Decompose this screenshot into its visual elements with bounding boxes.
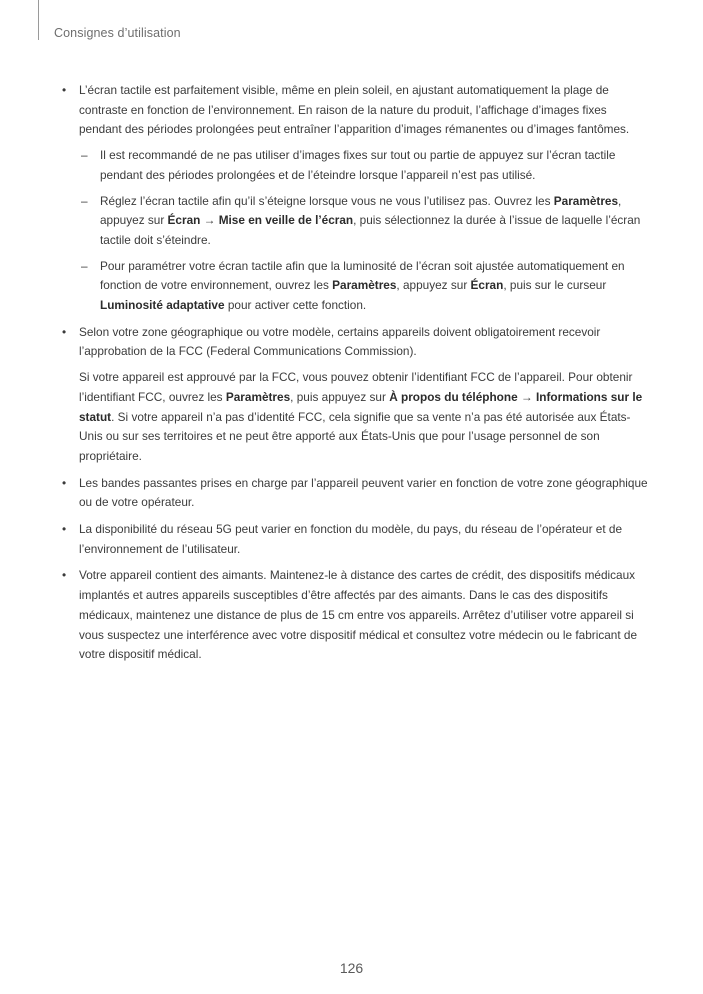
screen-timeout-menu-label: Mise en veille de l’écran [218, 213, 354, 228]
sub-item-avoid-fixed-images [79, 146, 652, 185]
sub-item-text: Il est recommandé de ne pas utiliser d’images fixes sur tout ou partie de appuyez sur l’écran tactile pendant des périodes prolongées et de l’éteindre lorsque l’appareil n’est pas utilisé. [100, 148, 616, 182]
display-menu-label: Écran [167, 213, 201, 228]
bullet-icon: • [62, 522, 67, 537]
bullet-item-frequency-bands [62, 474, 652, 513]
dash-icon: – [81, 193, 88, 208]
dash-icon: – [81, 258, 88, 273]
sub-item-text: Réglez l’écran tactile afin qu’il s’éteigne lorsque vous ne vous l’utilisez pas. Ouvrez les Paramètres, appuyez sur Écran → Mise en veille de l’écran, puis sélectionnez la durée à l’issue de laquelle l’écran tactile doit s’éteindre. [100, 193, 641, 247]
dash-icon: – [81, 148, 88, 163]
sub-item-text: Pour paramétrer votre écran tactile afin que la luminosité de l’écran soit ajustée automatiquement en fonction de votre environnement, ouvrez les Paramètres, appuyez sur Écran, puis sur le curseur Luminosité adaptative pour activer cette fonction. [100, 258, 625, 313]
section-title: Consignes d’utilisation [54, 26, 181, 40]
sub-item-adaptive-brightness [79, 257, 652, 316]
bullet-icon: • [62, 475, 67, 490]
adaptive-brightness-label: Luminosité adaptative [100, 298, 225, 313]
sub-list [79, 146, 652, 316]
header-divider-line [38, 0, 39, 40]
display-menu-label: Écran [470, 278, 504, 293]
bullet-icon: • [62, 324, 67, 339]
bullet-text: L’écran tactile est parfaitement visible, même en plein soleil, en ajustant automatiquement la plage de contraste en fonction de l’environnement. En raison de la nature du produit, l’affichage d’images fixes pendant des périodes prolongées peut entraîner l’apparition d’images rémanentes ou d’images fantômes. [79, 83, 630, 137]
fcc-identifier-paragraph: Si votre appareil est approuvé par la FCC, vous pouvez obtenir l’identifiant FCC de l’appareil. Pour obtenir l’identifiant FCC, ouvrez les Paramètres, puis appuyez sur À propos du téléphone → Informations sur le statut. Si votre appareil n’a pas d’identité FCC, cela signifie que sa vente n’a pas été autorisée aux États-Unis ou sur ses territoires et ne peut être apporté aux États-Unis que pour l’usage personnel de son propriétaire. [79, 370, 643, 463]
bullet-icon: • [62, 568, 67, 583]
settings-menu-label: Paramètres [553, 193, 619, 208]
bullet-item-5g-availability [62, 520, 652, 559]
settings-menu-label: Paramètres [225, 389, 291, 404]
bullet-item-fcc-approval [62, 323, 652, 467]
settings-menu-label: Paramètres [332, 278, 397, 293]
bullet-text: La disponibilité du réseau 5G peut varier en fonction du modèle, du pays, du réseau de l’opérateur et de l’environnement de l’utilisateur. [79, 522, 623, 556]
bullet-item-screen-visibility [62, 81, 652, 316]
page-body [62, 81, 652, 672]
bullet-text: Votre appareil contient des aimants. Maintenez-le à distance des cartes de crédit, des dispositifs médicaux implantés et autres appareils susceptibles d’être affectés par des aimants. Dans le cas des dispositifs médicaux, maintenez une distance de plus de 15 cm entre vos appareils. Arrêtez d’utiliser votre appareil si vous suspectez une interférence avec votre dispositif médical et consultez votre médecin ou le fabricant de votre dispositif médical. [79, 568, 638, 662]
sub-item-screen-timeout [79, 192, 652, 251]
bullet-item-magnets [62, 566, 652, 665]
bullet-text: Selon votre zone géographique ou votre modèle, certains appareils doivent obligatoirement recevoir l’approbation de la FCC (Federal Communications Commission). [79, 324, 601, 359]
page-number: 126 [339, 960, 364, 976]
status-information-menu-label: Informations sur le statut [79, 389, 643, 424]
bullet-text: Les bandes passantes prises en charge par l’appareil peuvent varier en fonction de votre zone géographique ou de votre opérateur. [79, 475, 648, 510]
bullet-icon: • [62, 83, 67, 97]
about-phone-menu-label: À propos du téléphone [389, 389, 518, 404]
